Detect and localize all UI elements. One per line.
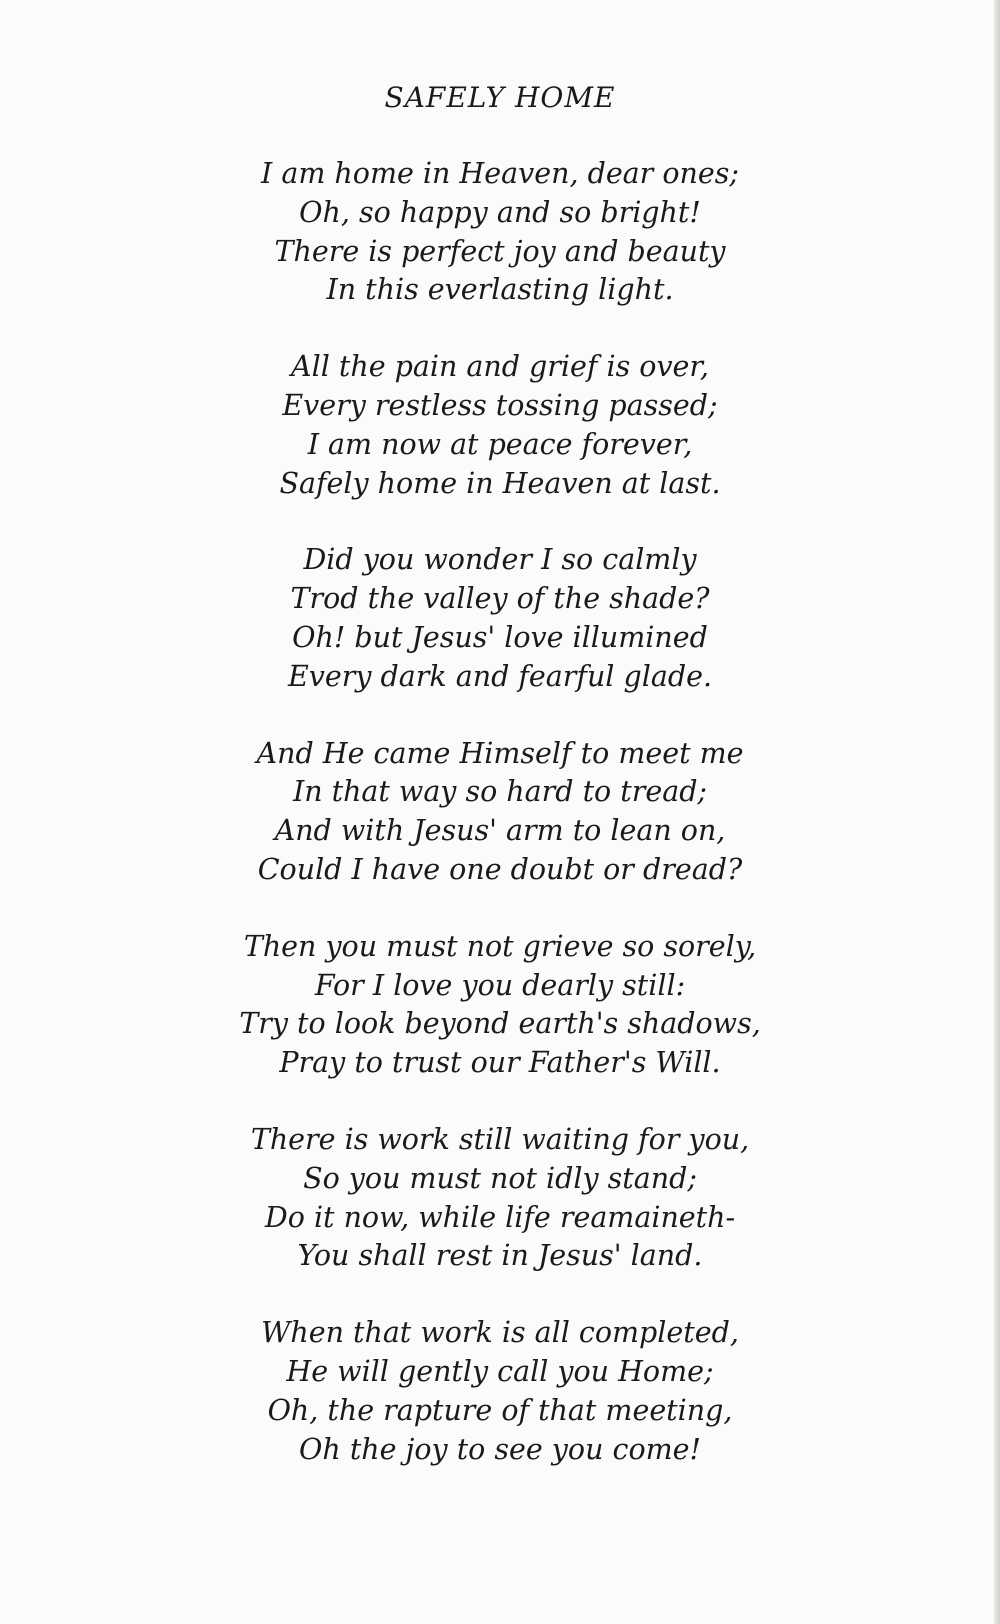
- poem-line: For I love you dearly still:: [314, 968, 686, 1002]
- poem-line: Then you must not grieve so sorely,: [243, 929, 757, 963]
- poem-line: Every dark and fearful glade.: [287, 659, 713, 693]
- poem-line: In this everlasting light.: [326, 273, 674, 307]
- poem-line: All the pain and grief is over,: [291, 350, 709, 384]
- poem-line: Oh! but Jesus' love illumined: [292, 620, 708, 654]
- stanza-5: [0, 928, 1000, 1083]
- stanza-1: [0, 155, 1000, 310]
- poem-line: Did you wonder I so calmly: [303, 543, 697, 577]
- poem-line: There is perfect joy and beauty: [274, 234, 726, 268]
- poem-line: Try to look beyond earth's shadows,: [239, 1007, 761, 1041]
- poem-line: Safely home in Heaven at last.: [279, 466, 721, 500]
- stanza-6: [0, 1121, 1000, 1276]
- poem-line: Trod the valley of the shade?: [290, 582, 710, 616]
- poem-body: [0, 155, 1000, 1507]
- poem-line: Oh, so happy and so bright!: [299, 195, 701, 229]
- stanza-3: [0, 541, 1000, 696]
- poem-line: I am now at peace forever,: [307, 427, 693, 461]
- stanza-4: [0, 735, 1000, 890]
- page-edge: [994, 0, 1000, 1624]
- poem-line: Pray to trust our Father's Will.: [279, 1046, 721, 1080]
- poem-line: And with Jesus' arm to lean on,: [274, 814, 726, 848]
- poem-line: Do it now, while life reamaineth-: [264, 1200, 736, 1234]
- poem-line: Every restless tossing passed;: [282, 388, 718, 422]
- poem-line: And He came Himself to meet me: [256, 736, 744, 770]
- poem-line: I am home in Heaven, dear ones;: [261, 157, 739, 190]
- poem-line: So you must not idly stand;: [303, 1161, 697, 1195]
- stanza-2: [0, 348, 1000, 503]
- poem-title: SAFELY HOME: [384, 81, 616, 114]
- poem-line: There is work still waiting for you,: [250, 1122, 750, 1156]
- poem-line: Could I have one doubt or dread?: [257, 852, 743, 886]
- poem-line: Oh the joy to see you come!: [299, 1432, 701, 1466]
- poem-line: He will gently call you Home;: [286, 1354, 714, 1388]
- poem-line: In that way so hard to tread;: [292, 775, 708, 809]
- poem-line: Oh, the rapture of that meeting,: [267, 1393, 733, 1427]
- stanza-7: [0, 1314, 1000, 1469]
- poem-line: When that work is all completed,: [261, 1316, 739, 1350]
- poem-line: You shall rest in Jesus' land.: [297, 1239, 703, 1273]
